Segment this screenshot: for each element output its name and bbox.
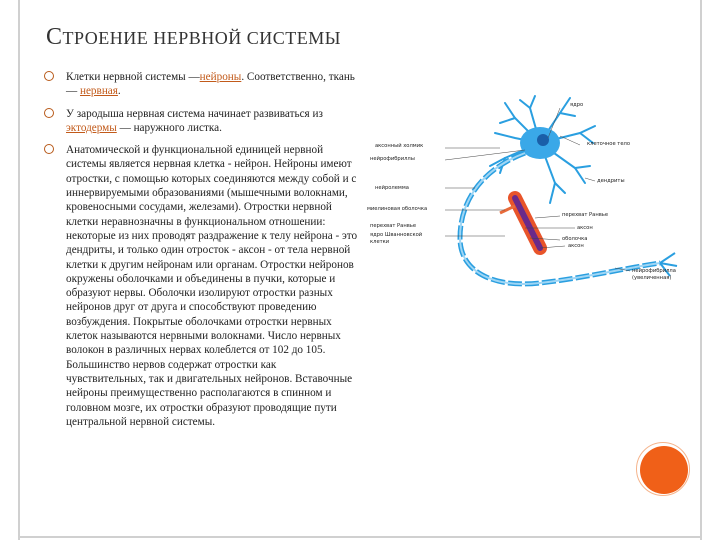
nervous-tissue-link[interactable]: нервная xyxy=(79,85,118,98)
bullet-circle-icon xyxy=(44,71,54,81)
slide-title xyxy=(46,24,341,51)
bullet-list xyxy=(44,70,359,437)
label-neurolemma: нейролемма xyxy=(375,185,409,191)
label-ranvier-node: перехват Ранвье xyxy=(562,212,609,218)
slide-left-border xyxy=(18,0,20,540)
bullet-item-1 xyxy=(44,70,359,99)
title-rest: ТРОЕНИЕ НЕРВНОЙ СИСТЕМЫ xyxy=(62,28,341,48)
label-myelin-sheath: миелиновая оболочка xyxy=(367,206,428,212)
myelin-cross-section xyxy=(500,198,540,248)
label-axon-2: аксон xyxy=(568,243,584,249)
label-dendrites: дендриты xyxy=(597,178,625,184)
bullet-text: Анатомической и функциональной единицей нервной системы является нервная клетка - нейрон. Нейроны имеют отростки, с помощью которых соединяются между собой и с иннервируемыми образованиями (мышечными волокнами, кровеносными сосудами, железами). Отростки нервной клетки неравнозначны в функциональном отношении: некоторые из них проводят раздражение к телу нейрона - это дендриты, и только один отросток - аксон - от тела нервной клетки к другим нейронам или органам. Отростки нейронов окружены оболочками и объединены в пучки, которые и образуют нервы. Оболочки изолируют отростки разных нейронов друг от друга и способствуют проведению возбуждения. Покрытые оболочками отростки нервных клеток называются нервными волокнами. Число нервных волокон в различных нервах колеблется от 102 до 105. Большинство нервов содержат отростки как чувствительных, так и двигательных нейронов. Вставочные нейроны преимущественно располагаются в спинном и головном мозге, их отростки образуют проводящие пути центральной нервной системы. xyxy=(66,144,358,428)
slide-right-border xyxy=(700,0,702,540)
label-neurofibril: нейрофибрилла xyxy=(632,268,676,274)
bullet-text: — наружного листка. xyxy=(116,121,222,134)
ectoderm-link[interactable]: эктодермы xyxy=(66,121,117,134)
label-nucleus: ядро xyxy=(570,102,584,108)
neuron-illustration xyxy=(365,88,700,298)
label-ranvier-node-2: перехват Ранвье xyxy=(370,223,417,229)
label-schwann-cell: клетки xyxy=(370,239,390,245)
label-axon: аксон xyxy=(577,225,593,231)
bullet-text: Клетки нервной системы — xyxy=(66,71,200,83)
bullet-text: У зародыша нервная система начинает развиваться из xyxy=(66,107,323,120)
label-schwann-nucleus: ядро Шванновской xyxy=(370,232,423,238)
bullet-text: . xyxy=(117,85,121,98)
neuron-diagram xyxy=(365,88,700,298)
label-magnified: (увеличенная) xyxy=(632,275,672,281)
nucleus-shape xyxy=(537,134,549,146)
label-sheath: оболочка xyxy=(562,236,588,242)
bullet-item-2 xyxy=(44,107,359,136)
label-cell-body: клеточное тело xyxy=(587,141,631,147)
bullet-item-3 xyxy=(44,143,359,429)
neurons-link[interactable]: нейроны xyxy=(199,71,242,83)
bullet-text: . Соответственно, ткань — xyxy=(66,71,355,98)
bullet-circle-icon xyxy=(44,144,54,154)
decorative-orange-circle xyxy=(640,446,688,494)
bullet-circle-icon xyxy=(44,108,54,118)
label-neurofibrils: нейрофибриллы xyxy=(370,156,415,162)
slide-bottom-border xyxy=(18,536,702,538)
label-axon-hillock: аксонный холмик xyxy=(375,143,424,149)
title-first-letter: С xyxy=(46,24,63,50)
